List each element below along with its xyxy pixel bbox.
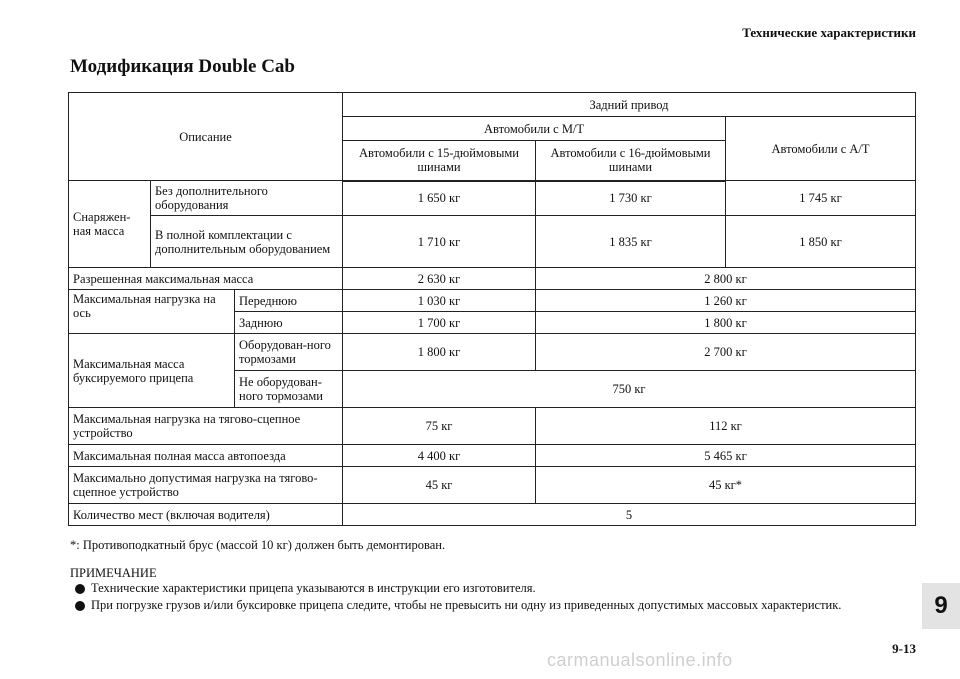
axle-load-label: Максимальная нагрузка на ось xyxy=(69,290,235,334)
table-row xyxy=(69,181,916,216)
note-text: Технические характеристики прицепа указываются в инструкции его изготовителя. xyxy=(91,581,536,595)
header-rear-drive: Задний привод xyxy=(343,93,916,117)
curb-basic-value: 1 730 кг xyxy=(536,181,726,216)
table-header-row xyxy=(69,93,916,117)
bullet-icon xyxy=(75,601,85,611)
hitch-load-value: 75 кг xyxy=(343,408,536,445)
gvw-label: Разрешенная максимальная масса xyxy=(69,268,343,290)
tow-braked-label: Оборудован-ного тормозами xyxy=(235,334,343,371)
note-text: При погрузке грузов и/или буксировке прицепа следите, чтобы не превысить ни одну из приведенных допустимых массовых характеристик. xyxy=(91,598,842,612)
bullet-icon xyxy=(75,584,85,594)
table-row xyxy=(69,290,916,312)
gvw-value: 2 800 кг xyxy=(536,268,916,290)
watermark: carmanualsonline.info xyxy=(547,650,733,670)
axle-rear-label: Заднюю xyxy=(235,312,343,334)
list-item xyxy=(70,580,841,597)
table-row xyxy=(69,467,916,504)
table-row xyxy=(69,268,916,290)
tow-unbraked-label: Не оборудован-ного тормозами xyxy=(235,371,343,408)
axle-front-label: Переднюю xyxy=(235,290,343,312)
tow-braked-value: 2 700 кг xyxy=(536,334,916,371)
curb-basic-value: 1 650 кг xyxy=(343,181,536,216)
header-description: Описание xyxy=(69,93,343,181)
header-at: Автомобили с A/T xyxy=(726,117,916,181)
table-row xyxy=(69,216,916,268)
hitch-allowed-value: 45 кг xyxy=(343,467,536,504)
curb-weight-label: Снаряжен-ная масса xyxy=(69,181,151,268)
header-mt: Автомобили с M/T xyxy=(343,117,726,141)
table-row xyxy=(69,408,916,445)
seats-value: 5 xyxy=(343,504,916,526)
section-title: Модификация Double Cab xyxy=(70,56,295,77)
hitch-load-value: 112 кг xyxy=(536,408,916,445)
header-title: Технические характеристики xyxy=(742,25,916,40)
gcw-label: Максимальная полная масса автопоезда xyxy=(69,445,343,467)
gcw-value: 5 465 кг xyxy=(536,445,916,467)
footnote: *: Противоподкатный брус (массой 10 кг) должен быть демонтирован. xyxy=(70,538,446,552)
axle-rear-value: 1 800 кг xyxy=(536,312,916,334)
table-row xyxy=(69,504,916,526)
curb-basic-value: 1 745 кг xyxy=(726,181,916,216)
note-list xyxy=(70,580,841,614)
spec-table xyxy=(68,92,916,526)
seats-label: Количество мест (включая водителя) xyxy=(69,504,343,526)
axle-front-value: 1 260 кг xyxy=(536,290,916,312)
axle-front-value: 1 030 кг xyxy=(343,290,536,312)
gcw-value: 4 400 кг xyxy=(343,445,536,467)
page-number: 9-13 xyxy=(892,641,916,656)
hitch-allowed-label: Максимально допустимая нагрузка на тягово-сцепное устройство xyxy=(69,467,343,504)
gvw-value: 2 630 кг xyxy=(343,268,536,290)
table-row xyxy=(69,334,916,371)
table-row xyxy=(69,445,916,467)
curb-full-label: В полной комплектации с дополнительным оборудованием xyxy=(151,216,343,268)
header-mt-15: Автомобили с 15-дюймовыми шинами xyxy=(343,141,536,181)
header-mt-16: Автомобили с 16-дюймовыми шинами xyxy=(536,141,726,181)
curb-full-value: 1 850 кг xyxy=(726,216,916,268)
curb-basic-label: Без дополнительного оборудования xyxy=(151,181,343,216)
tow-mass-label: Максимальная масса буксируемого прицепа xyxy=(69,334,235,408)
hitch-load-label: Максимальная нагрузка на тягово-сцепное устройство xyxy=(69,408,343,445)
chapter-tab: 9 xyxy=(922,583,960,629)
axle-rear-value: 1 700 кг xyxy=(343,312,536,334)
curb-full-value: 1 835 кг xyxy=(536,216,726,268)
tow-braked-value: 1 800 кг xyxy=(343,334,536,371)
list-item xyxy=(70,597,841,614)
tow-unbraked-value: 750 кг xyxy=(343,371,916,408)
curb-full-value: 1 710 кг xyxy=(343,216,536,268)
hitch-allowed-value: 45 кг* xyxy=(536,467,916,504)
note-title: ПРИМЕЧАНИЕ xyxy=(70,566,157,580)
